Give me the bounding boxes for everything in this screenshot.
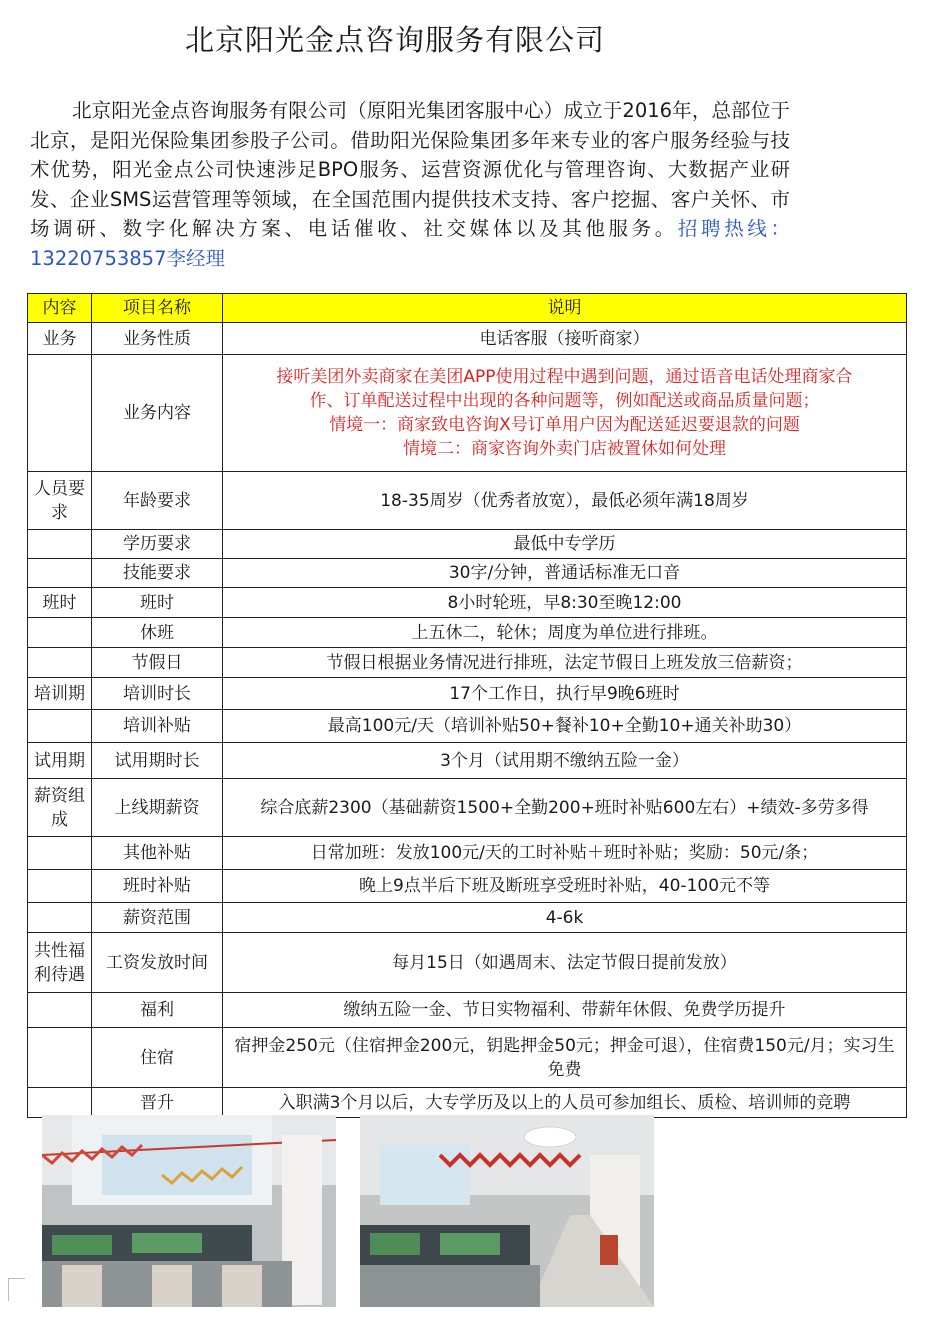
row-item: 其他补贴 (92, 837, 223, 870)
row-item: 业务性质 (92, 323, 223, 355)
row-item: 班时补贴 (92, 870, 223, 903)
row-category: 班时 (28, 588, 92, 618)
intro-text: 北京阳光金点咨询服务有限公司（原阳光集团客服中心）成立于2016年，总部位于北京，是阳光保险集团参股子公司。借助阳光保险集团多年来专业的客户服务经验与技术优势，阳光金点公司快速涉足BPO服务、运营资源优化与管理咨询、大数据产业研发、企业SMS运营管理等领域，在全国范围内提供技术支持、客户挖掘、客户关怀、市场调研、数字化解决方案、电话催收、社交媒体以及其他服务。 (30, 99, 790, 240)
header-item: 项目名称 (92, 294, 223, 323)
row-category (28, 993, 92, 1028)
row-item: 晋升 (92, 1088, 223, 1118)
header-category: 内容 (28, 294, 92, 323)
row-category: 人员要求 (28, 472, 92, 530)
row-category: 培训期 (28, 678, 92, 710)
row-description-business-content (223, 355, 907, 472)
content-line: 作、订单配送过程中出现的各种问题等，例如配送或商品质量问题； (309, 391, 820, 411)
row-item: 工资发放时间 (92, 933, 223, 993)
row-description: 入职满3个月以后，大专学历及以上的人员可参加组长、质检、培训师的竞聘 (223, 1088, 907, 1118)
row-item: 培训时长 (92, 678, 223, 710)
row-description: 节假日根据业务情况进行排班，法定节假日上班发放三倍薪资； (223, 648, 907, 678)
row-description: 30字/分钟，普通话标准无口音 (223, 559, 907, 588)
row-category (28, 1088, 92, 1118)
row-item: 休班 (92, 618, 223, 648)
table-row (28, 559, 907, 588)
row-item: 班时 (92, 588, 223, 618)
row-description: 18-35周岁（优秀者放宽），最低必须年满18周岁 (223, 472, 907, 530)
content-line: 情境一：商家致电咨询X号订单用户因为配送延迟要退款的问题 (329, 415, 800, 435)
table-row (28, 1088, 907, 1118)
row-item: 技能要求 (92, 559, 223, 588)
company-intro (30, 96, 790, 273)
row-item: 培训补贴 (92, 710, 223, 743)
table-row (28, 993, 907, 1028)
table-row (28, 355, 907, 472)
page-title: 北京阳光金点咨询服务有限公司 (184, 23, 605, 57)
table-row (28, 588, 907, 618)
row-item: 业务内容 (92, 355, 223, 472)
row-item: 上线期薪资 (92, 779, 223, 837)
table-row (28, 618, 907, 648)
row-item: 学历要求 (92, 530, 223, 559)
row-item: 年龄要求 (92, 472, 223, 530)
recruitment-hotline: 招聘热线：13220753857李经理 (30, 217, 790, 270)
row-description: 电话客服（接听商家） (223, 323, 907, 355)
row-item: 薪资范围 (92, 903, 223, 933)
row-category (28, 1028, 92, 1088)
row-category: 共性福利待遇 (28, 933, 92, 993)
table-row (28, 678, 907, 710)
table-row (28, 530, 907, 559)
row-category (28, 870, 92, 903)
office-photo-1 (42, 1115, 336, 1307)
table-row (28, 779, 907, 837)
row-category (28, 355, 92, 472)
job-info-table (27, 293, 907, 1118)
content-line: 接听美团外卖商家在美团APP使用过程中遇到问题，通过语音电话处理商家合 (276, 367, 853, 387)
row-category (28, 530, 92, 559)
row-category (28, 837, 92, 870)
row-category (28, 559, 92, 588)
row-description: 最高100元/天（培训补贴50+餐补10+全勤10+通关补助30） (223, 710, 907, 743)
table-row (28, 903, 907, 933)
table-header-row (28, 294, 907, 323)
table-row (28, 837, 907, 870)
table-row (28, 933, 907, 993)
table-row (28, 743, 907, 779)
row-item: 节假日 (92, 648, 223, 678)
row-description: 缴纳五险一金、节日实物福利、带薪年休假、免费学历提升 (223, 993, 907, 1028)
office-photo-1-image (42, 1115, 336, 1307)
row-category: 业务 (28, 323, 92, 355)
row-description: 晚上9点半后下班及断班享受班时补贴，40-100元不等 (223, 870, 907, 903)
row-description: 每月15日（如遇周末、法定节假日提前发放） (223, 933, 907, 993)
content-line: 情境二：商家咨询外卖门店被置休如何处理 (403, 439, 726, 459)
table-row (28, 710, 907, 743)
row-description: 宿押金250元（住宿押金200元，钥匙押金50元；押金可退），住宿费150元/月；实习生免费 (223, 1028, 907, 1088)
office-photos (0, 1115, 932, 1310)
office-photo-2-image (360, 1115, 654, 1307)
table-row (28, 648, 907, 678)
row-description: 8小时轮班，早8:30至晚12:00 (223, 588, 907, 618)
row-description: 17个工作日，执行早9晚6班时 (223, 678, 907, 710)
row-category (28, 903, 92, 933)
row-description: 3个月（试用期不缴纳五险一金） (223, 743, 907, 779)
row-description: 4-6k (223, 903, 907, 933)
row-item: 试用期时长 (92, 743, 223, 779)
row-description: 日常加班：发放100元/天的工时补贴＋班时补贴；奖励：50元/条； (223, 837, 907, 870)
row-description: 最低中专学历 (223, 530, 907, 559)
row-description: 综合底薪2300（基础薪资1500+全勤200+班时补贴600左右）+绩效-多劳多得 (223, 779, 907, 837)
row-item: 福利 (92, 993, 223, 1028)
corner-mark (8, 1278, 25, 1301)
row-description: 上五休二，轮休；周度为单位进行排班。 (223, 618, 907, 648)
table-row (28, 472, 907, 530)
row-item: 住宿 (92, 1028, 223, 1088)
table-row (28, 1028, 907, 1088)
table-row (28, 870, 907, 903)
row-category (28, 618, 92, 648)
row-category (28, 710, 92, 743)
office-photo-2 (360, 1115, 654, 1307)
row-category: 薪资组成 (28, 779, 92, 837)
table-row (28, 323, 907, 355)
row-category: 试用期 (28, 743, 92, 779)
header-description: 说明 (223, 294, 907, 323)
row-category (28, 648, 92, 678)
